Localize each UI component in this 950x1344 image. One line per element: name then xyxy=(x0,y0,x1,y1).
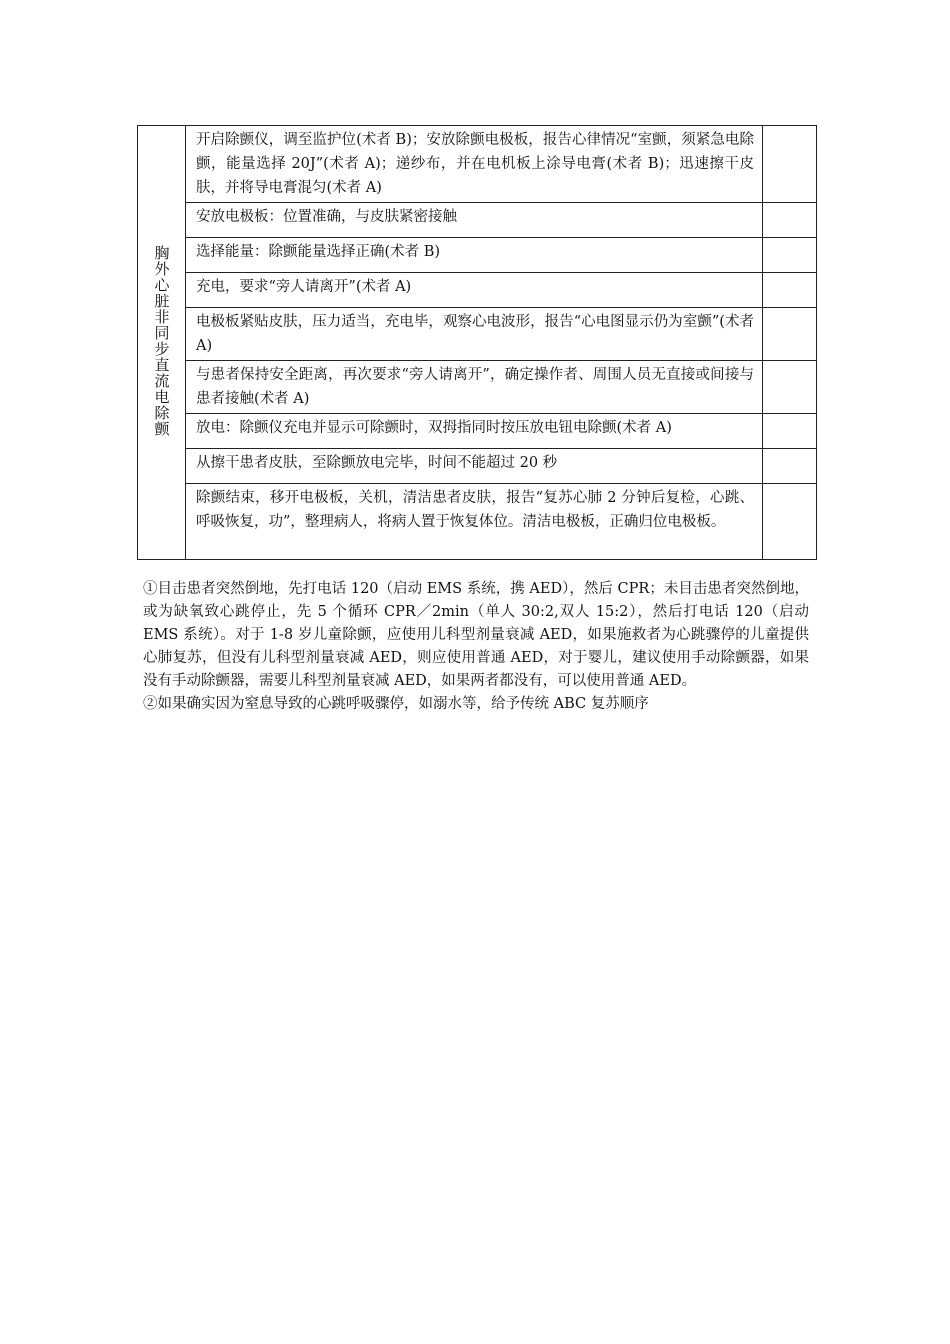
score-cell xyxy=(763,484,817,560)
step-text: 选择能量：除颤能量选择正确(术者 B) xyxy=(186,238,763,273)
table-row xyxy=(138,484,817,560)
score-cell xyxy=(763,238,817,273)
table-row xyxy=(138,449,817,484)
score-cell xyxy=(763,126,817,203)
step-text: 从擦干患者皮肤，至除颤放电完毕，时间不能超过 20 秒 xyxy=(186,449,763,484)
step-text: 电极板紧贴皮肤，压力适当，充电毕，观察心电波形，报告“心电图显示仍为室颤”(术者 A) xyxy=(186,308,763,361)
step-text: 开启除颤仪，调至监护位(术者 B)；安放除颤电极板，报告心律情况“室颤，须紧急电除颤，能量选择 20J”(术者 A)；递纱布，并在电机板上涂导电膏(术者 B)；迅速擦干皮肤，并将导电膏混匀(术者 A) xyxy=(186,126,763,203)
note-paragraph: ②如果确实因为窒息导致的心跳呼吸骤停，如溺水等，给予传统 ABC 复苏顺序 xyxy=(143,696,649,712)
score-cell xyxy=(763,414,817,449)
score-cell xyxy=(763,361,817,414)
score-cell xyxy=(763,203,817,238)
table-row xyxy=(138,126,817,203)
table-row xyxy=(138,238,817,273)
table-row xyxy=(138,203,817,238)
section-label: 胸外心脏非同步直流电除颤 xyxy=(152,244,171,437)
score-cell xyxy=(763,308,817,361)
section-label-cell xyxy=(138,126,186,560)
step-text: 与患者保持安全距离，再次要求“旁人请离开”，确定操作者、周围人员无直接或间接与患者接触(术者 A) xyxy=(186,361,763,414)
table-row xyxy=(138,361,817,414)
note-paragraph: ①目击患者突然倒地，先打电话 120（启动 EMS 系统，携 AED），然后 CPR；未目击患者突然倒地，或为缺氧致心跳停止，先 5 个循环 CPR／2min（单人 30:2,双人 15:2），然后打电话 120（启动 EMS 系统）。对于 1-8 岁儿童除颤，应使用儿科型剂量衰减 AED，如果施救者为心跳骤停的儿童提供心肺复苏，但没有儿科型剂量衰减 AED，则应使用普通 AED，对于婴儿，建议使用手动除颤器，如果没有手动除颤器，需要儿科型剂量衰减 AED，如果两者都没有，可以使用普通 AED。 xyxy=(143,581,809,689)
step-text: 放电：除颤仪充电并显示可除颤时，双拇指同时按压放电钮电除颤(术者 A) xyxy=(186,414,763,449)
procedure-table xyxy=(137,125,817,560)
notes-section xyxy=(143,578,809,716)
table-row xyxy=(138,308,817,361)
step-text: 除颤结束，移开电极板，关机，清洁患者皮肤，报告“复苏心肺 2 分钟后复检，心跳、呼吸恢复，功”，整理病人，将病人置于恢复体位。清洁电极板，正确归位电极板。 xyxy=(186,484,763,560)
table-row xyxy=(138,414,817,449)
score-cell xyxy=(763,449,817,484)
step-text: 充电，要求“旁人请离开”(术者 A) xyxy=(186,273,763,308)
score-cell xyxy=(763,273,817,308)
table-row xyxy=(138,273,817,308)
step-text: 安放电极板：位置准确，与皮肤紧密接触 xyxy=(186,203,763,238)
